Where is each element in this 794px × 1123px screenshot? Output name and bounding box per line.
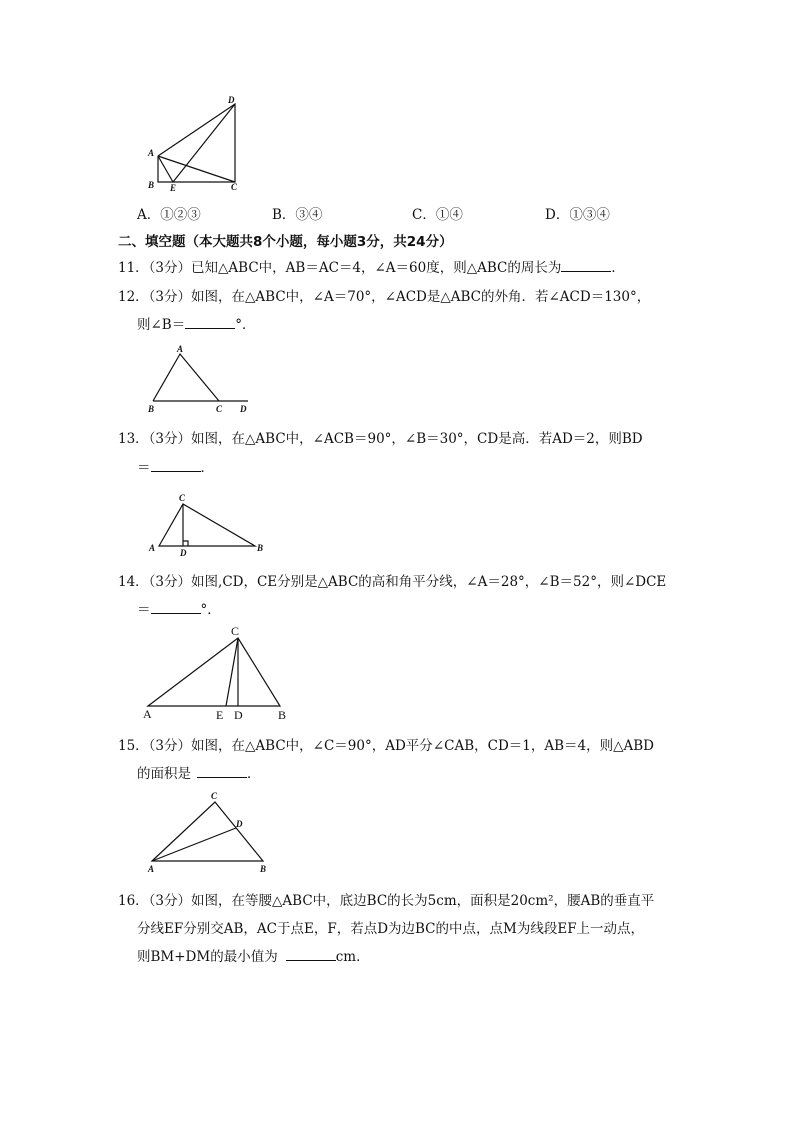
q12-line1: 如图，在△ABC中，∠A＝70°，∠ACD是△ABC的外角．若∠ACD＝130°， xyxy=(191,289,651,305)
fig15-label-d: D xyxy=(236,819,243,829)
question-15-line2 xyxy=(137,762,261,782)
fig10-label-d: D xyxy=(228,95,235,105)
fig12-label-d: D xyxy=(240,404,247,414)
question-16-line3 xyxy=(137,945,370,965)
question-16-line2 xyxy=(137,917,644,937)
q14-line2b: °． xyxy=(200,602,221,618)
q16-line1: 如图，在等腰△ABC中，底边BC的长为5cm，面积是20cm²，腰AB的垂直平 xyxy=(191,893,655,909)
fig12-label-b: B xyxy=(148,404,155,414)
fig14-label-b: B xyxy=(278,708,287,722)
option-d: D．①③④ xyxy=(545,207,610,223)
fig10-label-e: E xyxy=(170,183,177,193)
q16-line3b: cm． xyxy=(335,949,370,965)
question-15 xyxy=(118,734,654,754)
question-13-line2 xyxy=(137,456,214,476)
q14-line1: 如图,CD，CE分别是△ABC的高和角平分线，∠A＝28°，∠B＝52°，则∠DCE xyxy=(191,574,667,590)
q16-line3a: 则BM+DM的最小值为 xyxy=(137,949,278,965)
fig10-label-a: A xyxy=(148,148,155,158)
fig12-label-a: A xyxy=(177,344,184,354)
q15-line1: 如图，在△ABC中，∠C＝90°，AD平分∠CAB，CD＝1，AB＝4，则△ABD xyxy=(191,738,654,754)
q13-line2a: ＝ xyxy=(137,460,151,476)
question-14-line2 xyxy=(137,598,221,618)
fig15-label-b: B xyxy=(260,864,267,874)
question-13 xyxy=(118,427,643,447)
fig10-label-c: C xyxy=(231,182,238,192)
fig15-label-c: C xyxy=(211,791,218,801)
q11-answer-blank[interactable] xyxy=(561,259,611,272)
option-a: A．①②③ xyxy=(137,207,201,223)
q11-end: ． xyxy=(611,260,625,276)
fig13-label-d: D xyxy=(180,548,187,558)
figure-q10 xyxy=(140,94,260,194)
fig13-label-a: A xyxy=(149,543,156,553)
q12-line2a: 则∠B＝ xyxy=(137,317,186,333)
q16-number: 16．（3分） xyxy=(118,893,192,909)
figure-q14 xyxy=(140,622,300,722)
fig12-label-c: C xyxy=(216,404,223,414)
q14-answer-blank[interactable] xyxy=(151,601,201,614)
question-14 xyxy=(118,570,666,590)
fig13-label-c: C xyxy=(179,493,186,503)
q13-answer-blank[interactable] xyxy=(151,459,201,472)
q12-answer-blank[interactable] xyxy=(185,316,235,329)
q15-number: 15．（3分） xyxy=(118,738,192,754)
q13-line1: 如图，在△ABC中，∠ACB＝90°，∠B＝30°，CD是高．若AD＝2，则BD xyxy=(191,431,643,447)
fig15-label-a: A xyxy=(148,864,155,874)
section-heading: 二、填空题（本大题共8个小题，每小题3分，共24分） xyxy=(118,234,453,250)
figure-q12 xyxy=(140,342,260,417)
question-12-line2 xyxy=(137,313,255,333)
figure-q15 xyxy=(140,790,280,875)
q16-answer-blank[interactable] xyxy=(286,948,336,961)
q12-number: 12．（3分） xyxy=(118,289,192,305)
q12-line2b: °． xyxy=(235,317,256,333)
fig13-label-b: B xyxy=(257,543,264,553)
q15-answer-blank[interactable] xyxy=(197,765,247,778)
q11-number: 11．（3分） xyxy=(118,260,192,276)
fig14-label-a: A xyxy=(143,707,152,721)
question-16 xyxy=(118,889,654,909)
fig14-label-d: D xyxy=(234,708,243,722)
option-c: C．①④ xyxy=(412,207,463,223)
fig14-label-e: E xyxy=(216,708,224,722)
q13-number: 13．（3分） xyxy=(118,431,192,447)
figure-q13 xyxy=(145,490,275,560)
q13-line2b: ． xyxy=(200,460,214,476)
q16-line2: 分线EF分别交AB，AC于点E，F，若点D为边BC的中点，点M为线段EF上一动点， xyxy=(137,921,645,937)
q15-line2a: 的面积是 xyxy=(137,766,191,782)
question-11 xyxy=(118,256,625,276)
fig10-label-b: B xyxy=(148,180,155,190)
q11-text: 已知△ABC中，AB＝AC＝4，∠A＝60度，则△ABC的周长为 xyxy=(191,260,562,276)
question-12 xyxy=(118,285,650,305)
q14-line2a: ＝ xyxy=(137,602,151,618)
fig14-label-c: C xyxy=(231,624,240,638)
option-b: B．③④ xyxy=(272,207,323,223)
q15-line2b: ． xyxy=(247,766,261,782)
q14-number: 14．（3分） xyxy=(118,574,192,590)
